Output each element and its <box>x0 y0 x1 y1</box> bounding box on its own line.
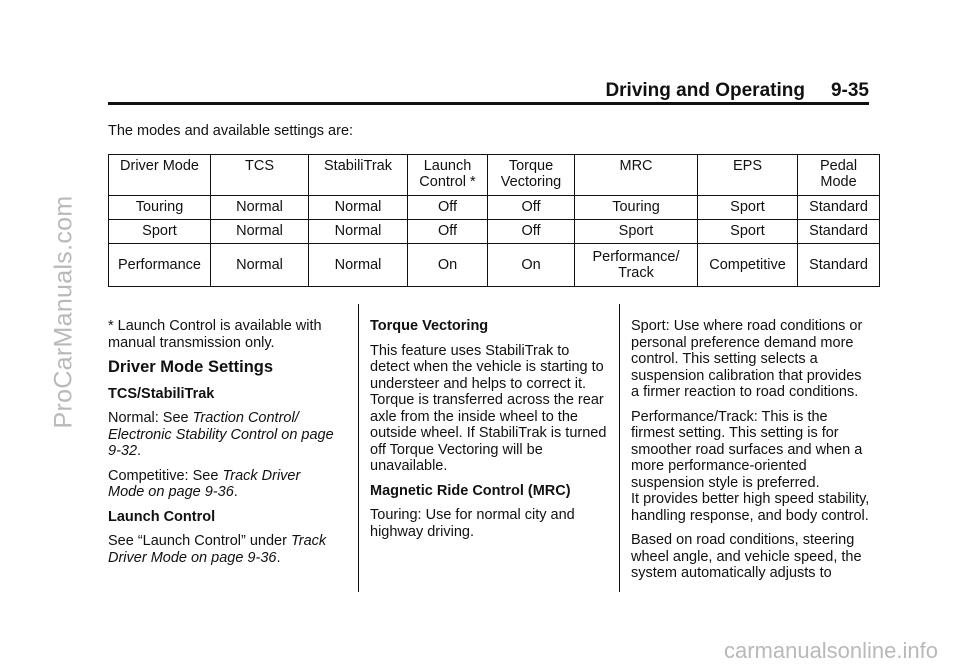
performance-track-text-continued: It provides better high speed stability, handling response, and body control. <box>631 491 870 524</box>
table-cell: Touring <box>109 196 211 220</box>
section-heading: Driver Mode Settings <box>108 358 274 376</box>
performance-track-text: Performance/Track: This is the firmest setting. This setting is for smoother road surfaces and when a more performance-oriented suspension style is preferred. <box>631 408 863 491</box>
table-cell: Off <box>408 220 488 244</box>
driver-modes-table <box>108 154 880 287</box>
column-header: Launch Control * <box>408 155 488 196</box>
section-title: Driving and Operating <box>605 80 805 101</box>
side-watermark: ProCarManuals.com <box>49 195 78 429</box>
column-header: Torque Vectoring <box>488 155 575 196</box>
bottom-watermark: carmanualsonline.info <box>723 638 938 663</box>
based-on-conditions-text: Based on road conditions, steering wheel angle, and vehicle speed, the system automatically adjusts to <box>631 532 862 581</box>
text-column-2 <box>370 318 610 548</box>
table-cell: Standard <box>798 244 880 287</box>
table-cell: Normal <box>211 196 309 220</box>
table-cell: Standard <box>798 196 880 220</box>
table-cell: Normal <box>309 220 408 244</box>
table-row <box>109 196 880 220</box>
table-cell: Sport <box>698 220 798 244</box>
text-column-3 <box>631 318 871 590</box>
table-cell: Normal <box>211 244 309 287</box>
normal-setting-text: Normal: See Traction Control/ Electronic Stability Control on page 9-32. <box>108 410 334 459</box>
subheading-tcs: TCS/StabiliTrak <box>108 385 215 402</box>
competitive-setting-text: Competitive: See Track Driver Mode on page 9-36. <box>108 467 301 500</box>
text-column-1 <box>108 318 340 574</box>
table-cell: Competitive <box>698 244 798 287</box>
column-header: Driver Mode <box>109 155 211 196</box>
header-rule <box>108 102 869 105</box>
table-cell: Sport <box>109 220 211 244</box>
table-row <box>109 220 880 244</box>
table-cell: Off <box>488 196 575 220</box>
table-cell: Normal <box>211 220 309 244</box>
table-row <box>109 244 880 287</box>
column-header: EPS <box>698 155 798 196</box>
table-cell: Sport <box>575 220 698 244</box>
column-header: TCS <box>211 155 309 196</box>
table-cell: On <box>408 244 488 287</box>
table-cell: Sport <box>698 196 798 220</box>
intro-text: The modes and available settings are: <box>108 123 354 139</box>
cross-reference-link: Track Driver Mode on page 9-36 <box>108 467 301 500</box>
subheading-torque-vectoring: Torque Vectoring <box>370 318 489 334</box>
table-cell: On <box>488 244 575 287</box>
torque-vectoring-text: This feature uses StabiliTrak to detect when the vehicle is starting to understeer and helps to correct it. Torque is transferred across the rear axle from the inside wheel to the outside wheel. If StabiliTrak is turned off Torque Vectoring will be unavailable. <box>370 342 607 474</box>
column-divider <box>619 304 620 592</box>
sport-text: Sport: Use where road conditions or personal preference demand more control. This setting selects a suspension calibration that provides a firmer reaction to road conditions. <box>631 318 863 400</box>
table-cell: Off <box>488 220 575 244</box>
cross-reference-link: Track Driver Mode on page 9-36 <box>108 533 327 566</box>
touring-text: Touring: Use for normal city and highway driving. <box>370 507 575 540</box>
column-header: MRC <box>575 155 698 196</box>
table-cell: Touring <box>575 196 698 220</box>
table-cell: Normal <box>309 244 408 287</box>
subheading-mrc: Magnetic Ride Control (MRC) <box>370 482 571 499</box>
column-header: Pedal Mode <box>798 155 880 196</box>
table-cell: Normal <box>309 196 408 220</box>
table-cell: Standard <box>798 220 880 244</box>
launch-control-footnote: * Launch Control is available with manual transmission only. <box>108 318 322 351</box>
subheading-launch-control: Launch Control <box>108 508 216 525</box>
page-header <box>108 80 869 102</box>
table-header-row <box>109 155 880 196</box>
column-header: StabiliTrak <box>309 155 408 196</box>
column-divider <box>358 304 359 592</box>
table-cell: Off <box>408 196 488 220</box>
table-cell: Performance/ Track <box>575 244 698 287</box>
page-number: 9-35 <box>830 80 869 101</box>
launch-control-text: See “Launch Control” under Track Driver Mode on page 9-36. <box>108 533 327 566</box>
table-cell: Performance <box>109 244 211 287</box>
cross-reference-link: Traction Control/ Electronic Stability Control on page 9-32 <box>108 410 334 459</box>
